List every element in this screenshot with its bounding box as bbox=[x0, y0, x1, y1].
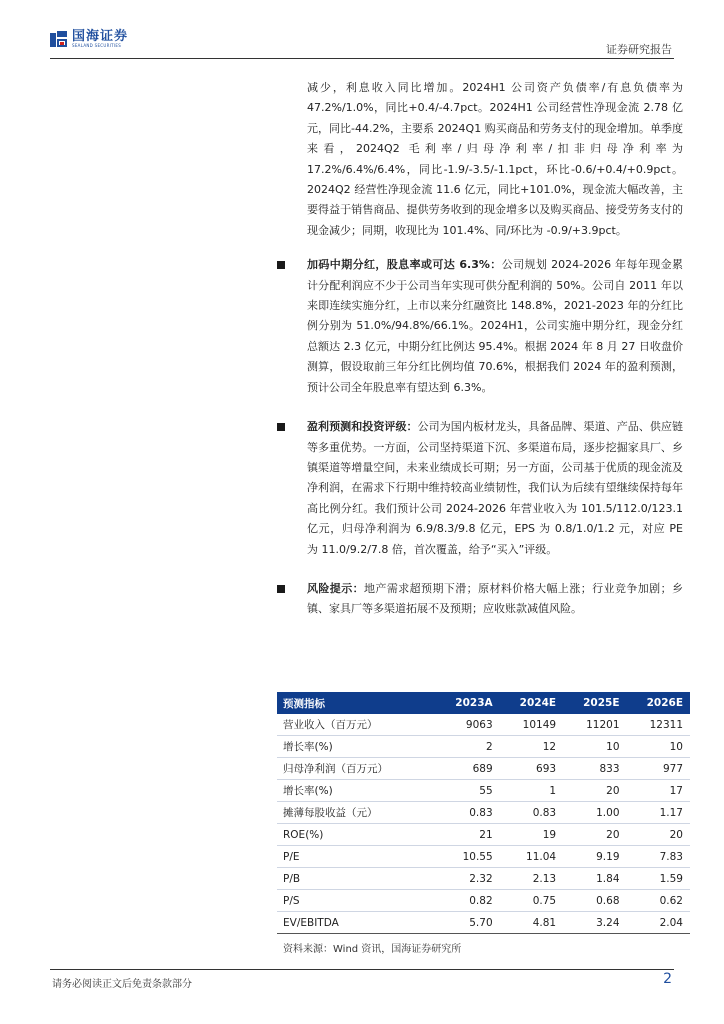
table-cell: EV/EBITDA bbox=[277, 912, 435, 934]
table-cell: 10 bbox=[563, 736, 626, 758]
paragraph-text: 公司规划 2024-2026 年每年现金累计分配利润应不少于公司当年实现可供分配利润的 50%。公司自 2011 年以来即连续实施分红，上市以来分红融资比 148.8%，2021-2023 年的分红比例分别为 51.0%/94.8%/66.1%。2024H1，公司实施中期分红，现金分红总额达 2.3 亿元，中期分红比例达 95.4%。根据 2024 年 8 月 27 日收盘价测算，假设取前三年分红比例均值 70.6%，根据我们 2024 年的盈利预测，预计公司全年股息率有望达到 6.3%。 bbox=[307, 258, 683, 394]
table-cell: 0.62 bbox=[627, 890, 690, 912]
bullet-square-icon bbox=[277, 585, 285, 593]
brand-logo bbox=[50, 30, 128, 49]
table-header-cell: 预测指标 bbox=[283, 697, 325, 710]
table-cell: 12 bbox=[500, 736, 563, 758]
table-cell: 0.83 bbox=[435, 802, 500, 824]
table-cell: 1.59 bbox=[627, 868, 690, 890]
forecast-table bbox=[277, 692, 690, 934]
table-cell: P/E bbox=[277, 846, 435, 868]
table-cell: 0.82 bbox=[435, 890, 500, 912]
table-cell: 693 bbox=[500, 758, 563, 780]
paragraph-text: 公司为国内板材龙头，具备品牌、渠道、产品、供应链等多重优势。一方面，公司坚持渠道下沉、多渠道布局，逐步挖掘家具厂、乡镇渠道等增量空间，未来业绩成长可期；另一方面，公司基于优质的现金流及净利润，在需求下行期中维持较高业绩韧性，我们认为后续有望继续保持每年高比例分红。我们预计公司 2024-2026 年营业收入为 101.5/112.0/123.1 亿元，归母净利润为 6.9/8.3/9.8 亿元，EPS 为 0.8/1.0/1.2 元，对应 PE 为 11.0/9.2/7.8 倍，首次覆盖，给予“买入”评级。 bbox=[307, 420, 684, 556]
bullet-lead: 加码中期分红，股息率或可达 6.3%： bbox=[307, 258, 502, 272]
table-cell: 11201 bbox=[563, 714, 626, 736]
table-cell: 2.32 bbox=[435, 868, 500, 890]
table-cell: 2 bbox=[435, 736, 500, 758]
table-cell: 增长率(%) bbox=[277, 780, 435, 802]
table-row bbox=[277, 912, 690, 934]
table-cell: 20 bbox=[627, 824, 690, 846]
table-cell: 4.81 bbox=[500, 912, 563, 934]
table-cell: 归母净利润（百万元） bbox=[277, 758, 435, 780]
logo-name-en: SEALAND SECURITIES bbox=[72, 43, 122, 48]
table-row bbox=[277, 846, 690, 868]
table-row bbox=[277, 780, 690, 802]
table-cell: 10.55 bbox=[435, 846, 500, 868]
table-cell: 19 bbox=[500, 824, 563, 846]
bullet-square-icon bbox=[277, 423, 285, 431]
table-cell: 1.00 bbox=[563, 802, 626, 824]
table-row bbox=[277, 824, 690, 846]
forecast-table-section bbox=[277, 692, 690, 955]
table-header-cell: 2025E bbox=[583, 697, 620, 709]
table-cell: 11.04 bbox=[500, 846, 563, 868]
table-cell: 0.68 bbox=[563, 890, 626, 912]
table-cell: 9063 bbox=[435, 714, 500, 736]
table-cell: 833 bbox=[563, 758, 626, 780]
table-cell: 689 bbox=[435, 758, 500, 780]
table-header-cell: 2026E bbox=[646, 697, 683, 709]
bullet-dividend bbox=[307, 255, 683, 398]
table-cell: ROE(%) bbox=[277, 824, 435, 846]
table-cell: 9.19 bbox=[563, 846, 626, 868]
table-cell: 1.84 bbox=[563, 868, 626, 890]
table-cell: 2.13 bbox=[500, 868, 563, 890]
table-cell: 2.04 bbox=[627, 912, 690, 934]
table-cell: 10 bbox=[627, 736, 690, 758]
table-cell: 20 bbox=[563, 824, 626, 846]
bullet-forecast-rating bbox=[307, 417, 683, 560]
page-header bbox=[0, 0, 724, 62]
table-cell: P/S bbox=[277, 890, 435, 912]
table-cell: 12311 bbox=[627, 714, 690, 736]
table-cell: 1 bbox=[500, 780, 563, 802]
table-row bbox=[277, 714, 690, 736]
table-cell: 0.83 bbox=[500, 802, 563, 824]
logo-mark-icon bbox=[50, 31, 68, 49]
page-number: 2 bbox=[663, 971, 672, 987]
table-header-row bbox=[277, 692, 690, 714]
logo-name-cn: 国海证券 bbox=[72, 29, 129, 44]
footer-divider bbox=[50, 969, 674, 970]
main-content bbox=[307, 78, 683, 620]
bullet-lead: 盈利预测和投资评级： bbox=[307, 420, 418, 434]
table-row bbox=[277, 868, 690, 890]
paragraph-continued bbox=[307, 78, 683, 241]
header-divider bbox=[50, 58, 674, 59]
table-row bbox=[277, 802, 690, 824]
table-cell: 营业收入（百万元） bbox=[277, 714, 435, 736]
table-header-cell: 2023A bbox=[455, 697, 493, 709]
table-cell: 10149 bbox=[500, 714, 563, 736]
table-cell: 增长率(%) bbox=[277, 736, 435, 758]
table-cell: 3.24 bbox=[563, 912, 626, 934]
table-row bbox=[277, 736, 690, 758]
paragraph-text: 地产需求超预期下滑；原材料价格大幅上涨；行业竞争加剧；乡镇、家具厂等多渠道拓展不及预期；应收账款减值风险。 bbox=[307, 581, 683, 616]
table-cell: 21 bbox=[435, 824, 500, 846]
bullet-square-icon bbox=[277, 261, 285, 269]
table-cell: 55 bbox=[435, 780, 500, 802]
bullet-risk bbox=[307, 579, 683, 620]
table-source-note: 资料来源：Wind 资讯，国海证券研究所 bbox=[283, 944, 462, 955]
table-cell: 5.70 bbox=[435, 912, 500, 934]
table-cell: P/B bbox=[277, 868, 435, 890]
table-row bbox=[277, 758, 690, 780]
table-cell: 1.17 bbox=[627, 802, 690, 824]
footer-disclaimer: 请务必阅读正文后免责条款部分 bbox=[52, 979, 192, 990]
table-cell: 977 bbox=[627, 758, 690, 780]
table-cell: 20 bbox=[563, 780, 626, 802]
table-row bbox=[277, 890, 690, 912]
table-cell: 摊薄每股收益（元） bbox=[277, 802, 435, 824]
table-cell: 0.75 bbox=[500, 890, 563, 912]
report-type-label: 证券研究报告 bbox=[606, 43, 672, 56]
paragraph-text: 减少，利息收入同比增加。2024H1 公司资产负债率/有息负债率为 47.2%/1.0%，同比+0.4/-4.7pct。2024H1 公司经营性净现金流 2.78 亿元，同比-44.2%，主要系 2024Q1 购买商品和劳务支付的现金增加。单季度来看，2024Q2 毛利率/归母净利率/扣非归母净利率为 17.2%/6.4%/6.4%，同比-1.9/-3.5/-1.1pct，环比-0.6/+0.4/+0.9pct。2024Q2 经营性净现金流 11.6 亿元，同比+101.0%，现金流大幅改善，主要得益于销售商品、提供劳务收到的现金增多以及购买商品、接受劳务支付的现金减少；同期，收现比为 101.4%、同/环比为 -0.9/+3.9pct。 bbox=[307, 81, 683, 237]
table-cell: 7.83 bbox=[627, 846, 690, 868]
table-header-cell: 2024E bbox=[519, 697, 557, 709]
bullet-lead: 风险提示： bbox=[307, 581, 365, 595]
table-cell: 17 bbox=[627, 780, 690, 802]
